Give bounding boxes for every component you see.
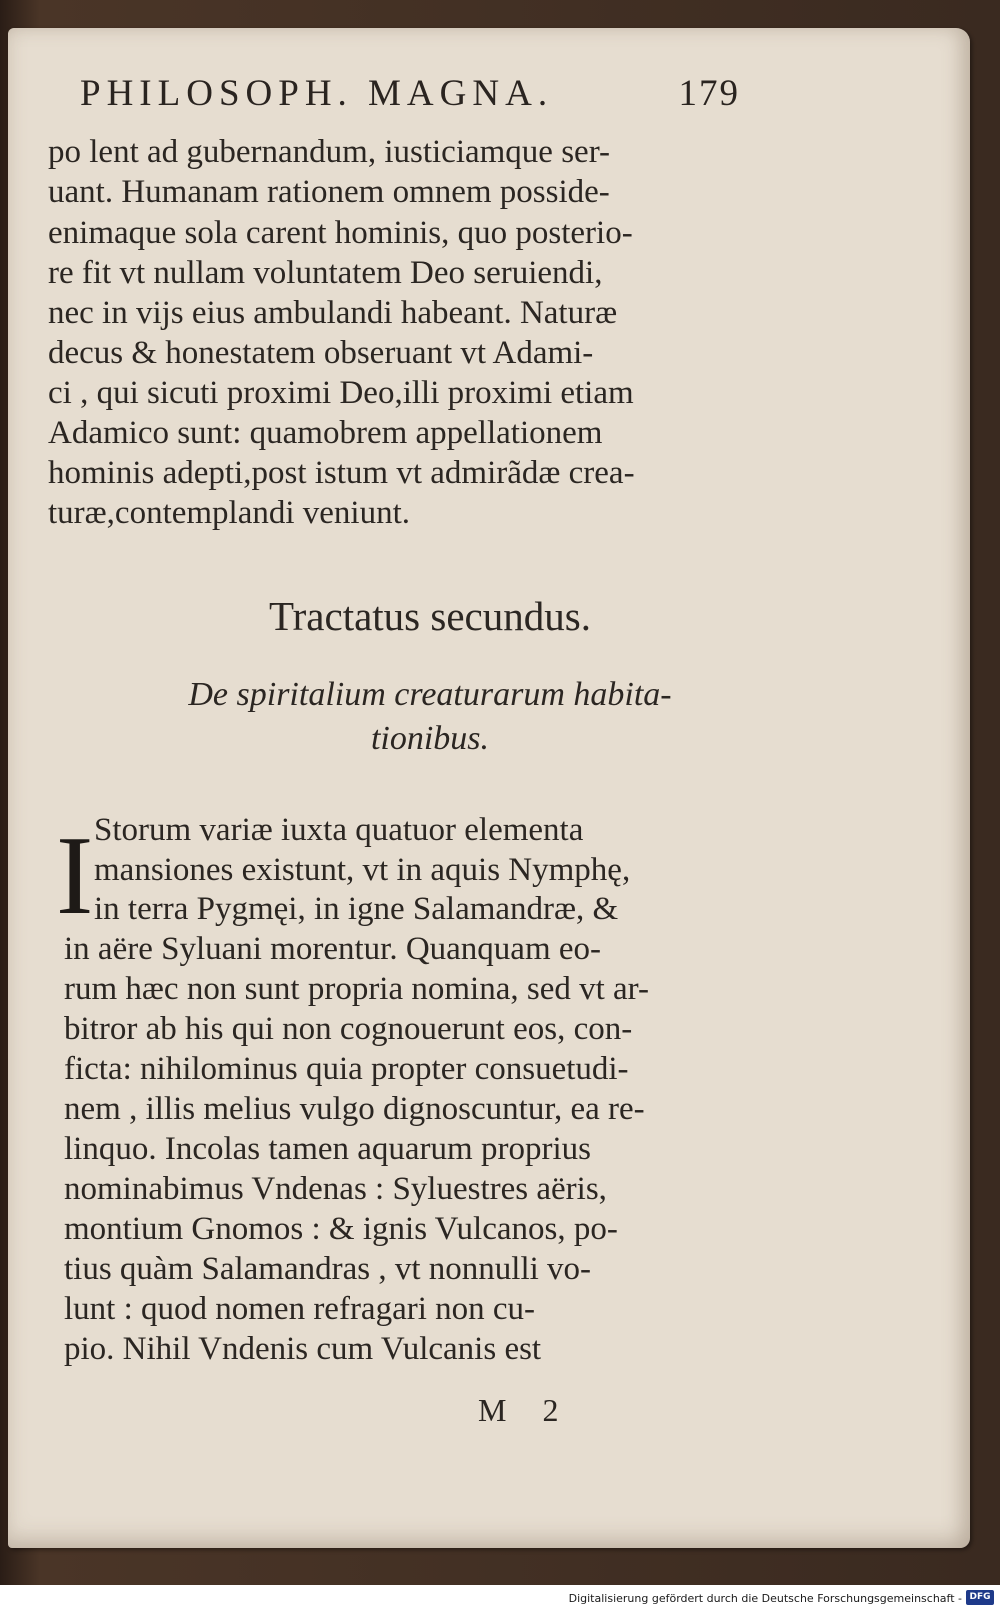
section-heading: Tractatus secundus. — [269, 593, 591, 639]
text-line: tius quàm Salamandras , vt nonnulli vo- — [64, 1251, 592, 1287]
text-line: nec in vijs eius ambulandi habeant. Naturæ — [48, 295, 618, 331]
text-line: nem , illis melius vulgo dignoscuntur, ea re- — [64, 1091, 645, 1127]
text-line: lunt : quod nomen refragari non cu- — [64, 1291, 536, 1327]
text-line: linquo. Incolas tamen aquarum proprius — [64, 1131, 591, 1167]
text-line: in terra Pygmęi, in igne Salamandræ, & — [94, 891, 619, 927]
text-line: bitror ab his qui non cognouerunt eos, con- — [64, 1011, 633, 1047]
running-head-title: PHILOSOPH. MAGNA. — [80, 73, 554, 114]
text-line: nominabimus Vndenas : Syluestres aëris, — [64, 1171, 607, 1207]
text-line: po lent ad gubernandum, iusticiamque ser- — [48, 134, 611, 170]
text-line: pio. Nihil Vndenis cum Vulcanis est — [64, 1331, 542, 1367]
text-line: re fit vt nullam voluntatem Deo seruiendi, — [48, 255, 603, 291]
text-line: in aëre Syluani morentur. Quanquam eo- — [64, 931, 602, 967]
drop-cap: I — [56, 814, 94, 938]
text-line: Adamico sunt: quamobrem appellationem — [48, 415, 603, 451]
text-line: hominis adepti,post istum vt admirãdæ crea- — [48, 455, 635, 491]
dfg-logo-icon: DFG — [966, 1590, 994, 1605]
text-line: turæ,contemplandi veniunt. — [48, 495, 411, 531]
text-line: rum hæc non sunt propria nomina, sed vt ar- — [64, 971, 649, 1007]
page-number: 179 — [678, 73, 740, 114]
text-line: decus & honestatem obseruant vt Adami- — [48, 335, 594, 371]
text-line: Storum variæ iuxta quatuor elementa — [94, 812, 584, 848]
text-line: ficta: nihilominus quia propter consuetudi- — [64, 1051, 629, 1087]
section-subheading-line2: tionibus. — [370, 720, 490, 757]
text-line: enimaque sola carent hominis, quo posterio- — [48, 215, 633, 251]
text-line: uant. Humanam rationem omnem posside- — [48, 174, 610, 210]
text-line: montium Gnomos : & ignis Vulcanos, po- — [64, 1211, 618, 1247]
running-head — [80, 72, 740, 122]
signature-mark: M 2 — [478, 1392, 573, 1428]
section-subheading-line1: De spiritalium creaturarum habita- — [188, 676, 672, 713]
digitization-credit: Digitalisierung gefördert durch die Deutsche Forschungsgemeinschaft - — [568, 1592, 962, 1605]
text-line: mansiones existunt, vt in aquis Nymphę, — [94, 852, 631, 888]
text-line: ci , qui sicuti proximi Deo,illi proximi etiam — [48, 375, 634, 411]
